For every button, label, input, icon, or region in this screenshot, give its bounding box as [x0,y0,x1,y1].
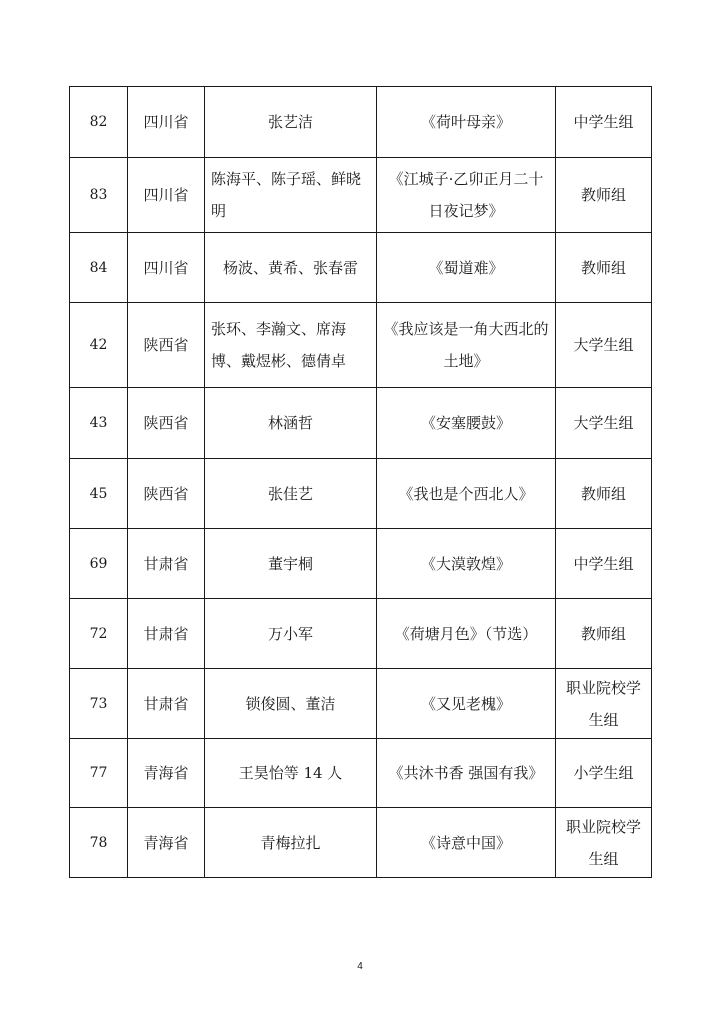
cell-group: 中学生组 [556,529,652,599]
cell-number: 83 [70,158,128,233]
cell-province: 甘肃省 [128,669,205,739]
cell-group: 教师组 [556,459,652,529]
cell-work-title: 《大漠敦煌》 [377,529,556,599]
cell-province: 四川省 [128,233,205,303]
table-row [70,388,652,459]
cell-work-title: 《共沐书香 强国有我》 [377,739,556,808]
cell-group: 小学生组 [556,739,652,808]
cell-work-title: 《又见老槐》 [377,669,556,739]
cell-province: 四川省 [128,158,205,233]
cell-names: 陈海平、陈子瑶、鲜晓明 [205,158,377,233]
table-row [70,669,652,739]
cell-group: 教师组 [556,599,652,669]
table-row [70,233,652,303]
cell-province: 陕西省 [128,459,205,529]
cell-province: 青海省 [128,739,205,808]
page-number: 4 [357,961,363,972]
cell-province: 青海省 [128,808,205,878]
cell-names: 青梅拉扎 [205,808,377,878]
cell-work-title: 《我应该是一角大西北的土地》 [377,303,556,388]
cell-number: 78 [70,808,128,878]
cell-province: 四川省 [128,87,205,158]
results-table [69,86,652,878]
cell-number: 42 [70,303,128,388]
cell-work-title: 《荷叶母亲》 [377,87,556,158]
cell-group: 职业院校学生组 [556,808,652,878]
table-row [70,739,652,808]
cell-work-title: 《荷塘月色》（节选） [377,599,556,669]
cell-province: 陕西省 [128,303,205,388]
cell-work-title: 《江城子·乙卯正月二十日夜记梦》 [377,158,556,233]
cell-names: 林涵哲 [205,388,377,459]
cell-group: 中学生组 [556,87,652,158]
cell-group: 职业院校学生组 [556,669,652,739]
table-row [70,808,652,878]
cell-number: 72 [70,599,128,669]
cell-province: 甘肃省 [128,599,205,669]
table-row [70,158,652,233]
cell-names: 张环、李瀚文、席海博、戴煜彬、德倩卓 [205,303,377,388]
cell-names: 董宇桐 [205,529,377,599]
cell-work-title: 《我也是个西北人》 [377,459,556,529]
table-row [70,599,652,669]
cell-group: 大学生组 [556,303,652,388]
cell-names: 张艺洁 [205,87,377,158]
cell-names: 万小军 [205,599,377,669]
cell-group: 教师组 [556,158,652,233]
cell-work-title: 《蜀道难》 [377,233,556,303]
table-row [70,529,652,599]
cell-number: 84 [70,233,128,303]
cell-names: 王昊怡等 14 人 [205,739,377,808]
cell-names: 杨波、黄希、张春雷 [205,233,377,303]
cell-names: 张佳艺 [205,459,377,529]
cell-number: 73 [70,669,128,739]
table-row [70,459,652,529]
cell-number: 69 [70,529,128,599]
cell-names: 锁俊圆、董洁 [205,669,377,739]
cell-number: 82 [70,87,128,158]
cell-province: 陕西省 [128,388,205,459]
table-body [70,87,652,878]
cell-group: 大学生组 [556,388,652,459]
cell-province: 甘肃省 [128,529,205,599]
cell-work-title: 《安塞腰鼓》 [377,388,556,459]
cell-work-title: 《诗意中国》 [377,808,556,878]
table-row [70,303,652,388]
table-row [70,87,652,158]
cell-number: 43 [70,388,128,459]
cell-group: 教师组 [556,233,652,303]
cell-number: 45 [70,459,128,529]
cell-number: 77 [70,739,128,808]
